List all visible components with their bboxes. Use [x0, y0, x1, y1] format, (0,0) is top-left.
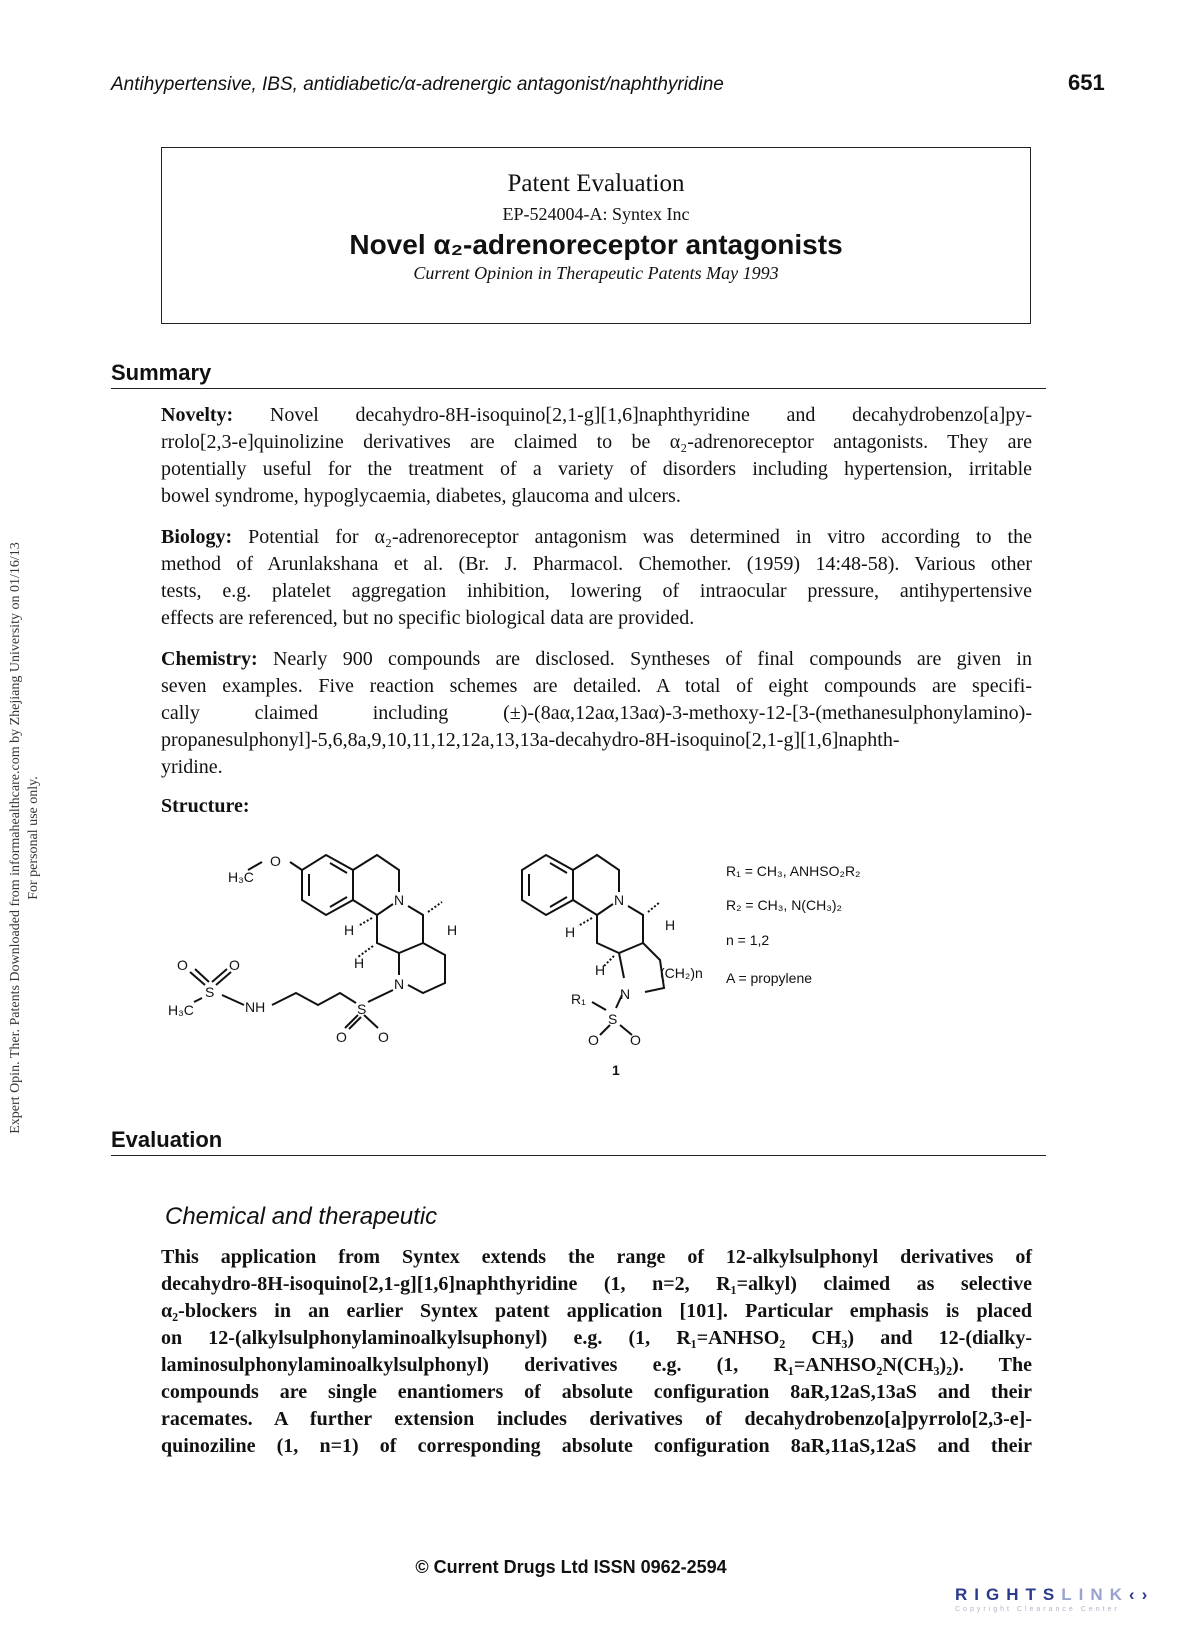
text-line: yridine.	[161, 756, 223, 778]
label-ch3: H₃C	[168, 1002, 194, 1018]
text-line: on 12-(alkylsulphonylaminoalkylsuphonyl) e.g. (1, R₁=ANHSO₂ CH₃) and 12-(dialky-	[161, 1327, 1032, 1349]
structure-right	[522, 855, 664, 1035]
label-r1: R₁	[571, 991, 586, 1007]
text-line: rrolo[2,3-e]quinolizine derivatives are claimed to be α₂-adrenoreceptor antagonists. They are	[161, 431, 1032, 453]
label-n2: N	[394, 976, 405, 992]
label-r-h2: H	[665, 917, 676, 933]
label-r-h3: H	[595, 962, 606, 978]
label-h1: H	[344, 922, 355, 938]
line-text: Novel decahydro-8H-isoquino[2,1-g][1,6]naphthyridine and decahydrobenzo[a]py-	[269, 404, 1032, 426]
label-n1: N	[394, 892, 405, 908]
text-line: tests, e.g. platelet aggregation inhibition, lowering of intraocular pressure, antihypertensive	[161, 580, 1032, 602]
summary-heading: Summary	[111, 360, 212, 385]
article-title: Novel α₂-adrenoreceptor antagonists	[349, 229, 843, 260]
label-o2: O	[229, 957, 240, 973]
definition-r2: R₂ = CH₃, N(CH₃)₂	[726, 897, 842, 913]
text-line: effects are referenced, but no specific biological data are provided.	[161, 607, 695, 629]
label-h3: H	[354, 955, 365, 971]
download-notice-line1: Expert Opin. Ther. Patents Downloaded from informahealthcare.com by Zhejiang University on 01/16/13	[8, 542, 23, 1134]
evaluation-rule	[111, 1155, 1046, 1156]
text-line: potentially useful for the treatment of a variety of disorders including hypertension, irritable	[161, 458, 1032, 480]
definition-a: A = propylene	[726, 970, 813, 986]
label-r-o1: O	[588, 1032, 599, 1048]
structure-label: Structure:	[161, 795, 250, 817]
label-oxygen: O	[270, 853, 281, 869]
rightslink-light: LINK	[1061, 1585, 1129, 1604]
label-r-n1: N	[614, 892, 625, 908]
label-r-o2: O	[630, 1032, 641, 1048]
copyright-footer: © Current Drugs Ltd ISSN 0962-2594	[415, 1557, 727, 1577]
compound-number: 1	[612, 1062, 620, 1078]
patent-number: EP-524004-A: Syntex Inc	[502, 204, 690, 224]
evaluation-heading: Evaluation	[111, 1127, 223, 1152]
line-text: Potential for α₂-adrenoreceptor antagonism was determined in vitro according to the	[248, 526, 1032, 548]
label-r-h1: H	[565, 924, 576, 940]
label-h2: H	[447, 922, 458, 938]
text-line: seven examples. Five reaction schemes are detailed. A total of eight compounds are specifi-	[161, 675, 1032, 697]
text-line: propanesulphonyl]-5,6,8a,9,10,11,12,12a,13,13a-decahydro-8H-isoquino[2,1-g][1,6]naphth-	[161, 729, 900, 751]
label-o4: O	[378, 1029, 389, 1045]
kicker: Patent Evaluation	[507, 170, 685, 197]
line-text: Nearly 900 compounds are disclosed. Syntheses of final compounds are given in	[272, 648, 1032, 670]
rightslink-logo[interactable]	[955, 1585, 1154, 1613]
text-line: α₂-blockers in an earlier Syntex patent application [101]. Particular emphasis is placed	[161, 1300, 1032, 1322]
text-line: decahydro-8H-isoquino[2,1-g][1,6]naphthyridine (1, n=2, R₁=alkyl) claimed as selective	[161, 1273, 1032, 1295]
text-line: cally claimed including (±)-(8aα,12aα,13aα)-3-methoxy-12-[3-(methanesulphonylamino)-	[161, 702, 1032, 724]
label-s2: S	[357, 1001, 367, 1017]
definition-r1: R₁ = CH₃, ANHSO₂R₂	[726, 863, 861, 879]
novelty-label: Novelty:	[161, 404, 234, 426]
label-methoxy: H₃C	[228, 869, 254, 885]
text-line: racemates. A further extension includes derivatives of decahydrobenzo[a]pyrrolo[2,3-e]-	[161, 1408, 1032, 1430]
biology-label: Biology:	[161, 526, 233, 548]
page-number: 651	[1068, 70, 1105, 95]
evaluation-subheading: Chemical and therapeutic	[165, 1203, 438, 1230]
running-head: Antihypertensive, IBS, antidiabetic/α-adrenergic antagonist/naphthyridine	[111, 74, 724, 95]
label-r-s: S	[608, 1011, 618, 1027]
label-o3: O	[336, 1029, 347, 1045]
evaluation-paragraph	[161, 1244, 1032, 1460]
label-nh: NH	[245, 999, 266, 1015]
label-o1: O	[177, 957, 188, 973]
chemistry-label: Chemistry:	[161, 648, 258, 670]
text-line: This application from Syntex extends the range of 12-alkylsulphonyl derivatives of	[161, 1246, 1032, 1268]
journal-source: Current Opinion in Therapeutic Patents May 1993	[413, 263, 779, 283]
label-r-n2: N	[620, 986, 631, 1002]
definition-n: n = 1,2	[726, 932, 770, 948]
rightslink-tagline: Copyright Clearance Center	[955, 1606, 1120, 1613]
text-line: laminosulphonylaminoalkylsulphonyl) derivatives e.g. (1, R₁=ANHSO₂N(CH₃)₂). The	[161, 1354, 1032, 1376]
text-line: compounds are single enantiomers of absolute configuration 8aR,12aS,13aS and their	[161, 1381, 1032, 1403]
label-ch2n: (CH₂)n	[660, 965, 703, 981]
rightslink-strong: RIGHTS	[955, 1585, 1062, 1604]
text-line: quinoziline (1, n=1) of corresponding absolute configuration 8aR,11aS,12aS and their	[161, 1435, 1032, 1457]
text-line: method of Arunlakshana et al. (Br. J. Pharmacol. Chemother. (1959) 14:48-58). Various other	[161, 553, 1032, 575]
download-notice-line2: For personal use only.	[26, 776, 41, 900]
text-line: bowel syndrome, hypoglycaemia, diabetes, glaucoma and ulcers.	[161, 485, 681, 507]
label-s1: S	[205, 984, 215, 1000]
rightslink-arrow-icon: ‹›	[1128, 1585, 1155, 1604]
